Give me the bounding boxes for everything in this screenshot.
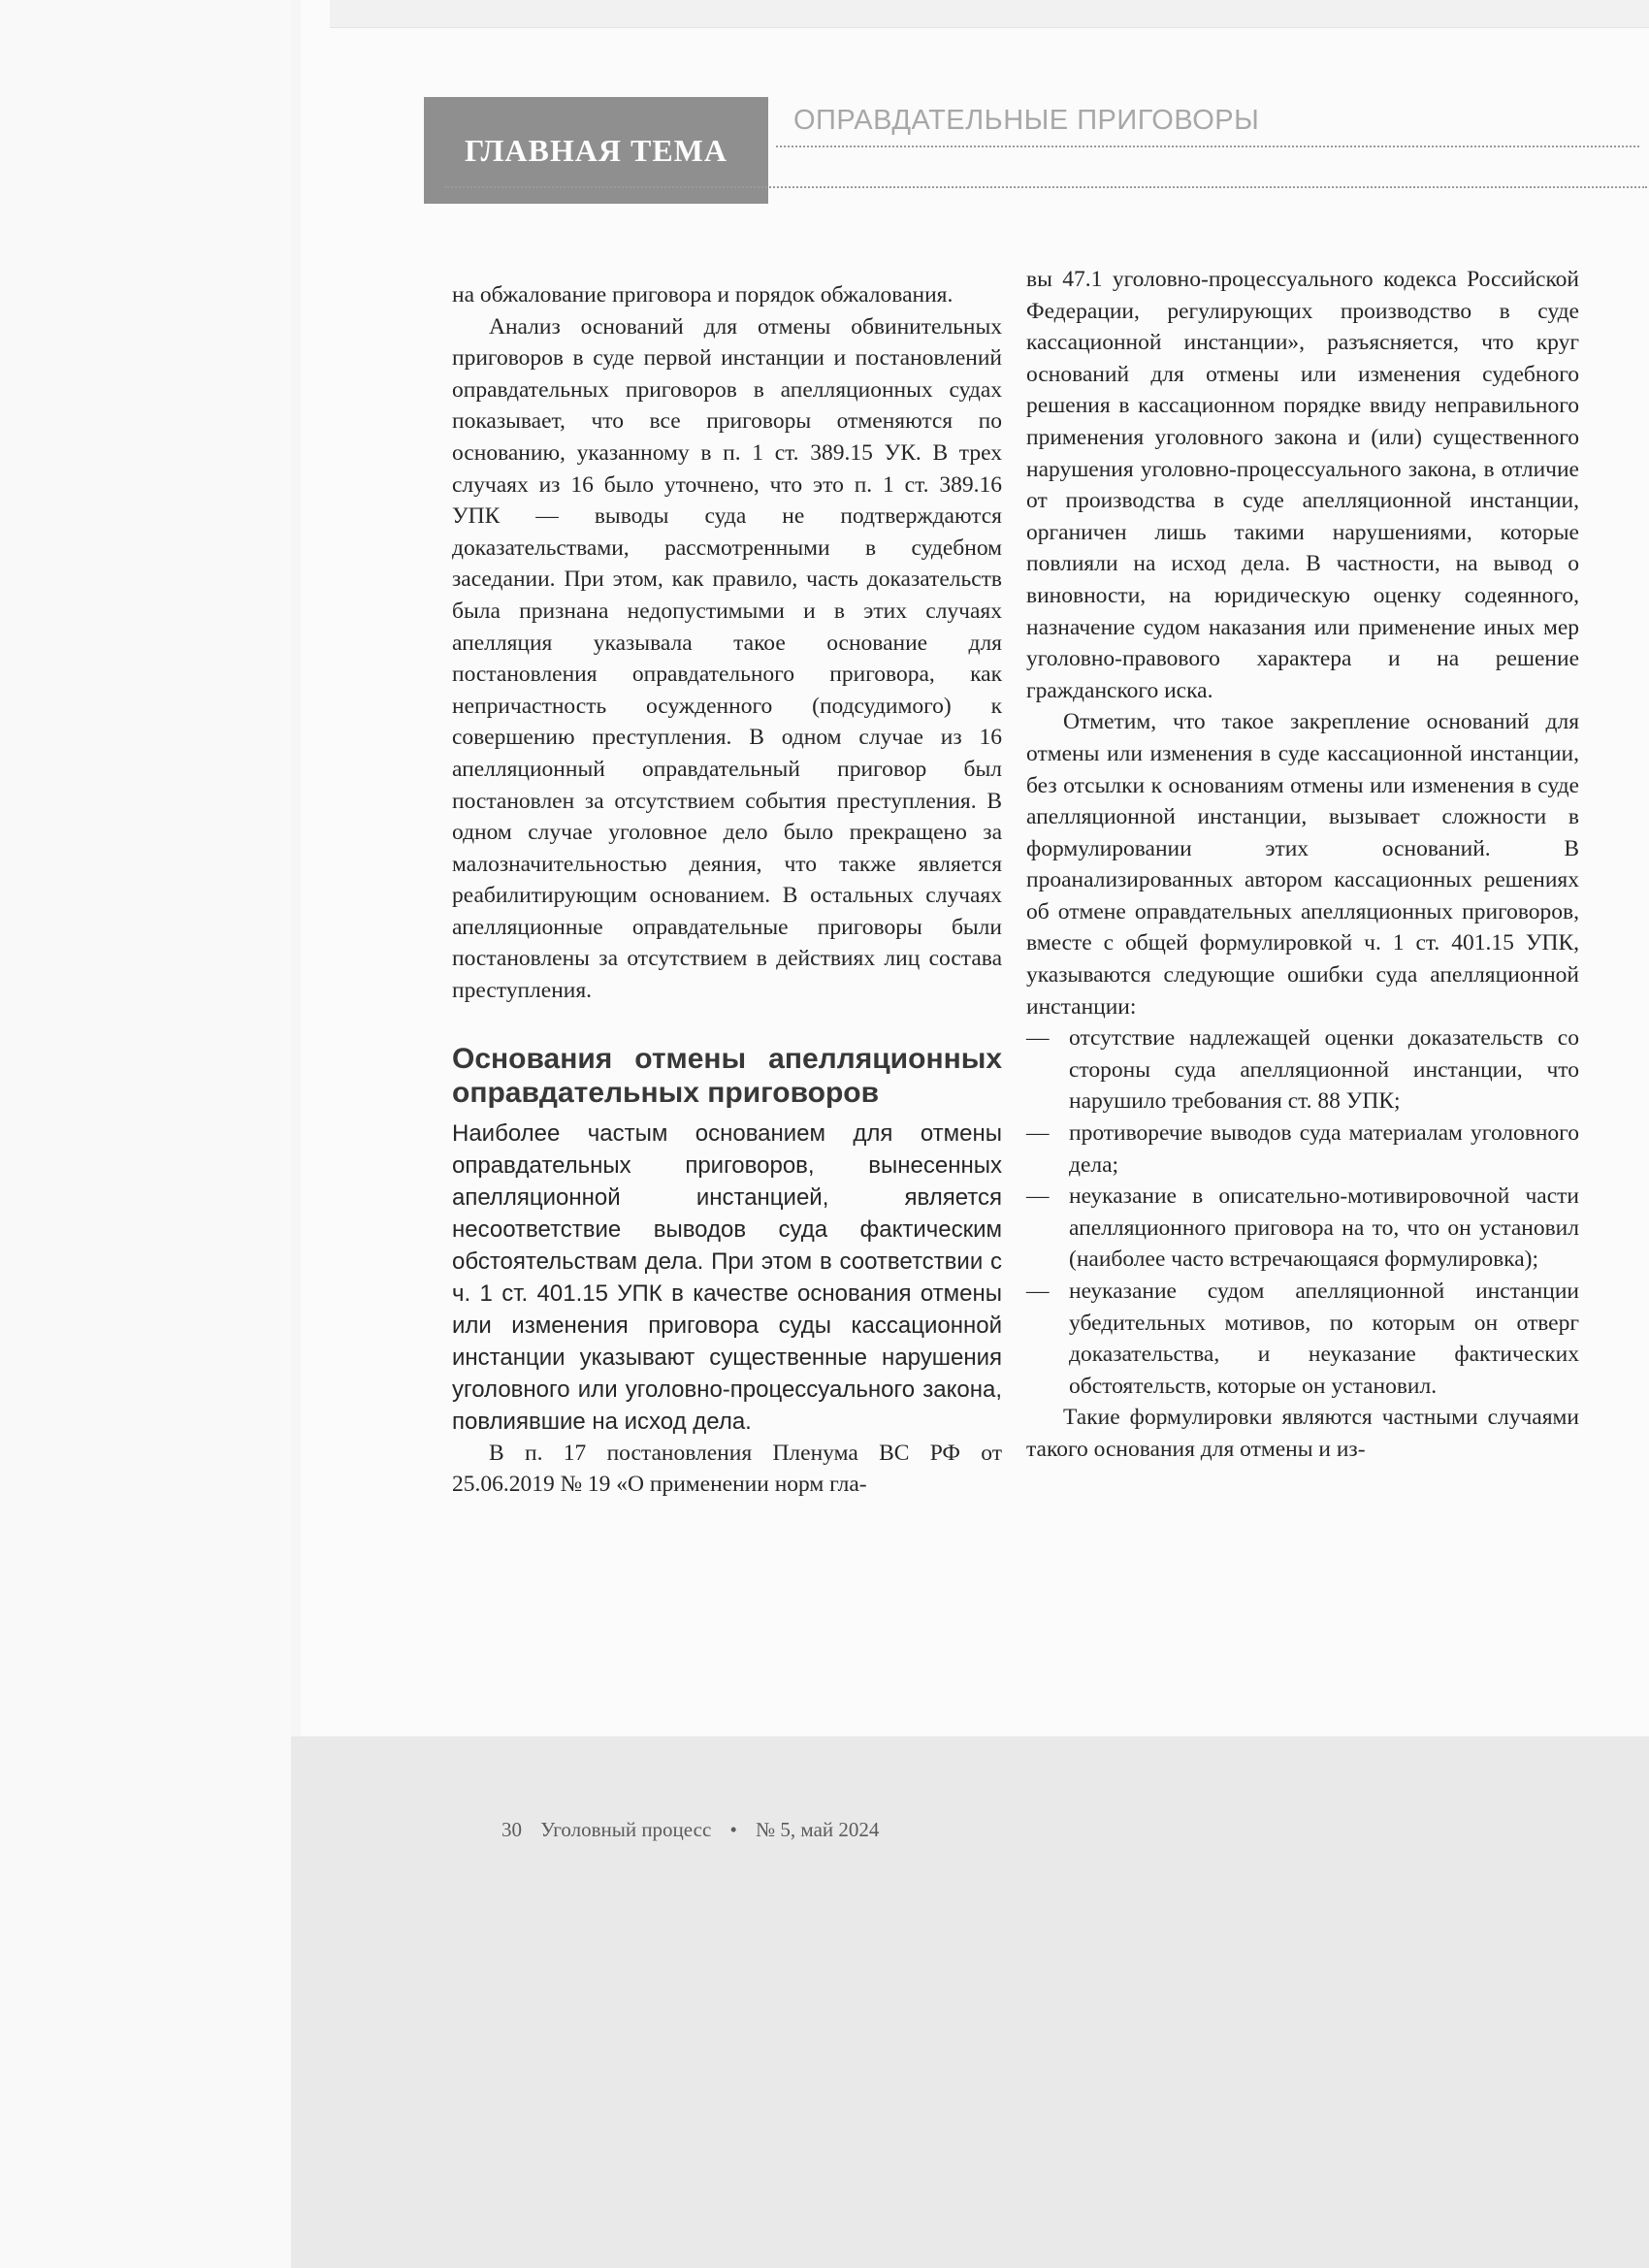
header-dotted-rule-bottom bbox=[444, 186, 1647, 188]
left-column bbox=[452, 279, 1002, 1501]
list-item bbox=[1026, 1181, 1579, 1276]
right-paragraph-1: вы 47.1 уголовно-процессуального кодекса Российской Федерации, регулирующих производство в суде кассационной инстанции», разъясняется, что круг оснований для отмены или изменения судебного решения в кассационном порядке ввиду неправильного применения уголовного закона и (или) существенного нарушения уголовно-процессуального закона, в отличие от производства в суде апелляционной инстанции, органичен лишь такими нарушениями, которые повлияли на исход дела. В частности, на вывод о виновности, на юридическую оценку содеянного, назначение судом наказания или применение иных мер уголовно-правового характера и на решение гражданского иска. bbox=[1026, 267, 1579, 703]
right-paragraph-2: Отметим, что такое закрепление оснований для отмены или изменения в суде кассационной инстанции, без отсылки к основаниям отмены или изменения в суде апелляционной инстанции, вызывает сложности в формулировании этих оснований. В проанализированных автором кассационных решениях об отмене оправдательных апелляционных приговоров, вместе с общей формулировкой ч. 1 ст. 401.15 УПК, указываются следующие ошибки суда апелляционной инстанции: bbox=[1026, 709, 1579, 1020]
left-paragraph-3: В п. 17 постановления Пленума ВС РФ от 25.06.2019 № 19 «О применении норм гла- bbox=[452, 1440, 1002, 1498]
list-item-text: неуказание судом апелляционной инстанции убедительных мотивов, по которым он отверг доказательства, и неуказание фактических обстоятельств, которые он установил. bbox=[1069, 1279, 1579, 1399]
header-dotted-rule-top bbox=[776, 146, 1639, 147]
scan-left-margin bbox=[0, 0, 291, 2268]
under-page-area bbox=[291, 1736, 1649, 2268]
right-column bbox=[1026, 264, 1579, 1466]
list-item-text: неуказание в описательно-мотивировочной части апелляционного приговора на то, что он установил (наиболее часто встречающаяся формулировка); bbox=[1069, 1183, 1579, 1273]
left-paragraph-1: на обжалование приговора и порядок обжалования. bbox=[452, 282, 954, 308]
dash-marker: — bbox=[1026, 1025, 1050, 1052]
error-list bbox=[1026, 1022, 1579, 1402]
journal-name: Уголовный процесс bbox=[540, 1818, 712, 1841]
footer-bullet: • bbox=[729, 1818, 737, 1841]
subsection-heading: Основания отмены апелляционных оправдательных приговоров bbox=[452, 1042, 1002, 1109]
right-paragraph-3: Такие формулировки являются частными случаями такого основания для отмены и из- bbox=[1026, 1405, 1579, 1462]
left-paragraph-2: Анализ оснований для отмены обвинительных приговоров в суде первой инстанции и постановлений оправдательных приговоров в апелляционных судах показывает, что все приговоры отменяются по основанию, указанному в п. 1 ст. 389.15 УК. В трех случаях из 16 было уточнено, что это п. 1 ст. 389.16 УПК — выводы суда не подтверждаются доказательствами, рассмотренными в судебном заседании. При этом, как правило, часть доказательств была признана недопустимыми и в этих случаях апелляция указывала такое основание для постановления оправдательного приговора, как непричастность осужденного (подсудимого) к совершению преступления. В одном случае из 16 апелляционный оправдательный приговор был постановлен за отсутствием события преступления. В одном случае уголовное дело было прекращено за малозначительностью деяния, что также является реабилитирующим основанием. В остальных случаях апелляционные оправдательные приговоры были постановлены за отсутствием в действиях лиц состава преступления. bbox=[452, 313, 1002, 1004]
dash-marker: — bbox=[1026, 1120, 1050, 1147]
section-label: ГЛАВНАЯ ТЕМА bbox=[465, 132, 728, 168]
section-topic: ОПРАВДАТЕЛЬНЫЕ ПРИГОВОРЫ bbox=[793, 105, 1260, 136]
list-item-text: отсутствие надлежащей оценки доказательств со стороны суда апелляционной инстанции, что нарушило требования ст. 88 УПК; bbox=[1069, 1025, 1579, 1115]
page-number: 30 bbox=[501, 1818, 522, 1841]
list-item-text: противоречие выводов суда материалам уголовного дела; bbox=[1069, 1120, 1579, 1178]
dash-marker: — bbox=[1026, 1183, 1050, 1210]
list-item bbox=[1026, 1118, 1579, 1181]
dash-marker: — bbox=[1026, 1279, 1050, 1304]
page-top-edge bbox=[330, 0, 1649, 28]
page-footer bbox=[501, 1818, 892, 1842]
issue-info: № 5, май 2024 bbox=[756, 1818, 880, 1841]
subsection-lead: Наиболее частым основанием для отмены оправдательных приговоров, вынесенных апелляционной инстанцией, является несоответствие выводов суда фактическим обстоятельствам дела. При этом в соответствии с ч. 1 ст. 401.15 УПК в качестве основания отмены или изменения приговора суды кассационной инстанции указывают существенные нарушения уголовного или уголовно-процессуального закона, повлиявшие на исход дела. bbox=[452, 1119, 1002, 1435]
list-item bbox=[1026, 1276, 1579, 1402]
list-item bbox=[1026, 1022, 1579, 1118]
